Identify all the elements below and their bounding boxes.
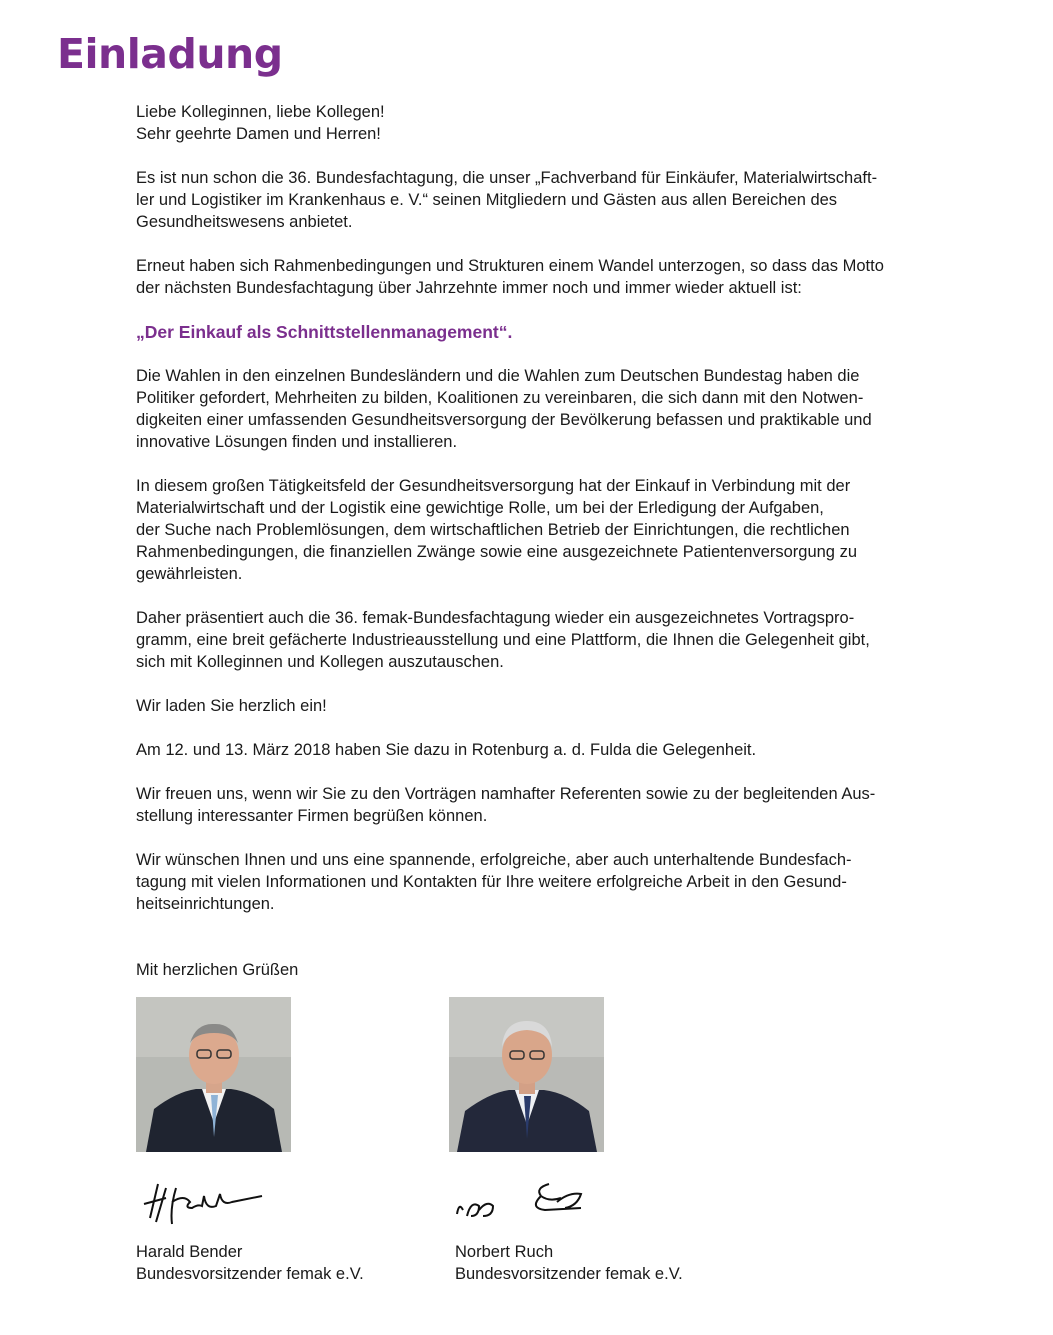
portrait-photo — [449, 997, 604, 1152]
text-line: Gesundheitswesens anbietet. — [136, 213, 353, 231]
signature-bender — [136, 1158, 316, 1238]
text-line: der nächsten Bundesfachtagung über Jahrzehnte immer noch und immer wieder aktuell ist: — [136, 279, 802, 297]
text-line: digkeiten einer umfassenden Gesundheitsversorgung der Bevölkerung befassen und praktikable und — [136, 411, 872, 429]
text-line: Erneut haben sich Rahmenbedingungen und Strukturen einem Wandel unterzogen, so dass das Motto — [136, 257, 884, 275]
signature-ruch — [449, 1158, 629, 1238]
text-line: sich mit Kolleginnen und Kollegen auszutauschen. — [136, 653, 504, 671]
text-line: Materialwirtschaft und der Logistik eine gewichtige Rolle, um bei der Erledigung der Aufgaben, — [136, 499, 824, 517]
paragraph — [136, 365, 936, 453]
paragraph: Am 12. und 13. März 2018 haben Sie dazu in Rotenburg a. d. Fulda die Gelegenheit. — [136, 741, 757, 759]
greeting — [136, 101, 936, 145]
signatory-block — [449, 997, 729, 1283]
page-title: Einladung — [57, 30, 283, 78]
text-line: Politiker gefordert, Mehrheiten zu bilden, Koalitionen zu vereinbaren, die sich dann mit den Notwen- — [136, 389, 864, 407]
paragraph — [136, 167, 936, 233]
text-line: gramm, eine breit gefächerte Industrieausstellung und eine Plattform, die Ihnen die Gelegenheit gibt, — [136, 631, 870, 649]
signatory-info — [455, 1241, 683, 1285]
text-line: In diesem großen Tätigkeitsfeld der Gesundheitsversorgung hat der Einkauf in Verbindung mit der — [136, 477, 851, 495]
paragraph: Wir laden Sie herzlich ein! — [136, 697, 327, 715]
text-line: Wir freuen uns, wenn wir Sie zu den Vorträgen namhafter Referenten sowie zu der begleitenden Aus- — [136, 785, 876, 803]
text-line: tagung mit vielen Informationen und Kontakten für Ihre weitere erfolgreiche Arbeit in den Gesund- — [136, 873, 847, 891]
signatory-role: Bundesvorsitzender femak e.V. — [455, 1265, 683, 1283]
letter-body — [136, 101, 936, 937]
paragraph — [136, 849, 936, 915]
signatory-name: Harald Bender — [136, 1243, 243, 1261]
signatory-block — [136, 997, 416, 1283]
text-line: Die Wahlen in den einzelnen Bundesländern und die Wahlen zum Deutschen Bundestag haben die — [136, 367, 860, 385]
paragraph — [136, 255, 936, 299]
text-line: der Suche nach Problemlösungen, dem wirtschaftlichen Betrieb der Einrichtungen, die rechtlichen — [136, 521, 850, 539]
paragraph — [136, 475, 936, 585]
text-line: stellung interessanter Firmen begrüßen können. — [136, 807, 488, 825]
text-line: Es ist nun schon die 36. Bundesfachtagung, die unser „Fachverband für Einkäufer, Materialwirtschaft- — [136, 169, 878, 187]
signatory-name: Norbert Ruch — [455, 1243, 554, 1261]
text-line: Rahmenbedingungen, die finanziellen Zwänge sowie eine ausgezeichnete Patientenversorgung zu — [136, 543, 857, 561]
text-line: Daher präsentiert auch die 36. femak-Bundesfachtagung wieder ein ausgezeichnetes Vortragspro- — [136, 609, 855, 627]
signatory-role: Bundesvorsitzender femak e.V. — [136, 1265, 364, 1283]
text-line: innovative Lösungen finden und installieren. — [136, 433, 458, 451]
paragraph — [136, 607, 936, 673]
text-line: heitseinrichtungen. — [136, 895, 275, 913]
text-line: Wir wünschen Ihnen und uns eine spannende, erfolgreiche, aber auch unterhaltende Bundesfach- — [136, 851, 852, 869]
text-line: gewährleisten. — [136, 565, 243, 583]
closing-greeting: Mit herzlichen Grüßen — [136, 961, 299, 979]
text-line: Sehr geehrte Damen und Herren! — [136, 125, 381, 143]
signatory-info — [136, 1241, 364, 1285]
portrait-photo — [136, 997, 291, 1152]
text-line: Liebe Kolleginnen, liebe Kollegen! — [136, 103, 385, 121]
paragraph — [136, 783, 936, 827]
text-line: ler und Logistiker im Krankenhaus e. V.“ seinen Mitgliedern und Gästen aus allen Bereichen des — [136, 191, 838, 209]
motto: „Der Einkauf als Schnittstellenmanagement“. — [136, 322, 513, 342]
